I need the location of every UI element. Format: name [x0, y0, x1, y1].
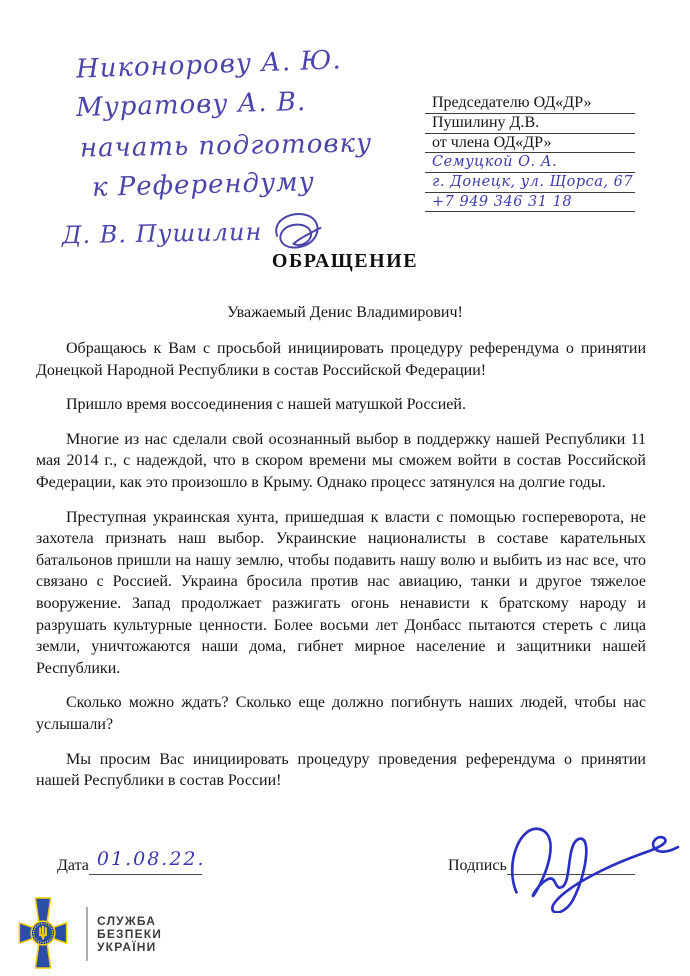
paragraph-reunification: Пришло время воссоединения с нашей матушкой Россией.: [66, 396, 466, 414]
paragraph-choice-2014: Многие из нас сделали свой осознанный выбор в поддержку нашей Республики 11 мая 2014 г., с надеждой, что в скором времени мы сможем войти в состав Российской Федерации, как это произошло в Крыму. Однако процесс затянулся на долгие годы.: [36, 430, 646, 491]
annotation-line-instruction-1: начать подготовку: [79, 128, 373, 164]
annotation-line-addressee-1: Никонорову А. Ю.: [75, 45, 343, 85]
date-label: Дата: [57, 857, 89, 874]
watermark-org-line: УКРАЇНИ: [97, 939, 157, 954]
sender-phone-handwritten: +7 949 346 31 18: [425, 193, 635, 213]
date-field: [57, 848, 206, 875]
date-underline: [89, 848, 206, 875]
watermark-org-name: [97, 915, 162, 954]
annotation-line-instruction-2: к Референдуму: [91, 167, 316, 203]
paragraph-final-request: Мы просим Вас инициировать процедуру проведения референдума о принятии нашей Республики в состав России!: [36, 750, 646, 790]
recipient-line-from: от члена ОД«ДР»: [425, 134, 635, 154]
watermark-org-line: БЕЗПЕКИ: [97, 926, 163, 941]
paragraph-questions: Сколько можно ждать? Сколько еще должно погибнуть наших людей, чтобы нас услышали?: [36, 694, 646, 733]
watermark-org-line: СЛУЖБА: [97, 913, 157, 928]
sender-name-handwritten: Семуцкой О. А.: [425, 153, 635, 173]
watermark-divider: [86, 907, 88, 961]
recipient-block: [425, 92, 635, 212]
pushilin-flourish-signature-icon: [268, 206, 327, 253]
paragraph-request: Обращаюсь к Вам с просьбой инициировать процедуру референдума о принятии Донецкой Народной Республики в состав Российской Федерации!: [36, 340, 646, 379]
sbu-cross-emblem-icon: [18, 897, 68, 969]
recipient-line-chairman: Председателю ОД«ДР»: [425, 92, 635, 114]
date-value-handwritten: 01.08.22.: [96, 848, 206, 870]
sender-address-handwritten: г. Донецк, ул. Щорса, 67: [425, 173, 635, 193]
recipient-line-name: Пушилину Д.В.: [425, 114, 635, 134]
sbu-watermark: [18, 897, 162, 969]
greeting-line: Уважаемый Денис Владимирович!: [227, 304, 463, 321]
annotation-signer-name: Д. В. Пушилин: [61, 217, 263, 250]
handwritten-signature-icon: [500, 813, 680, 913]
signature-label: Подпись: [448, 857, 507, 874]
paragraph-accusations: Преступная украинская хунта, пришедшая к власти с помощью госпереворота, не захотела признать наш выбор. Украинские националисты в составе карательных батальонов пришли на нашу землю, чтобы подавить нашу волю и выбить из нас все, что связано с Россией. Украина бросила против нас авиацию, танки и другое тяжелое вооружение. Запад продолжает разжигать огонь ненависти к братскому народу и разрушать культурные ценности. Более восьми лет Донбасс пытаются стереть с лица земли, уничтожаются наши дома, гибнет мирное население и защитники нашей Республики.: [36, 508, 646, 677]
document-title: ОБРАЩЕНИЕ: [271, 250, 419, 272]
annotation-line-addressee-2: Муратову А. В.: [75, 86, 307, 124]
letter-body: [36, 338, 646, 805]
